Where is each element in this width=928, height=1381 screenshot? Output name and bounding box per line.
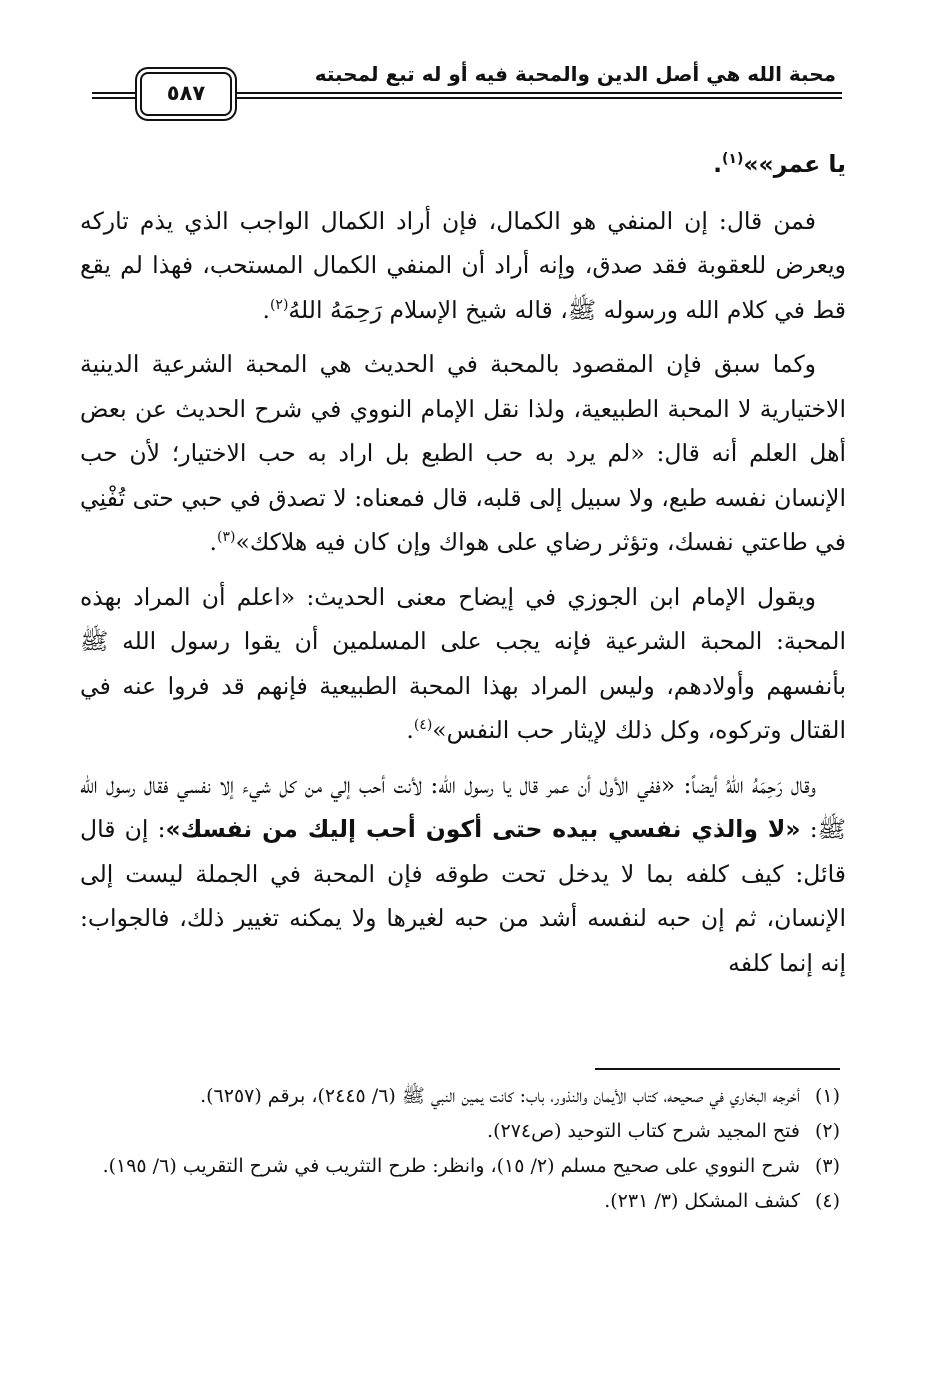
footnote-3 [88, 1150, 840, 1183]
footnote-2 [88, 1115, 840, 1148]
footnote-number: (٢) [814, 1120, 840, 1142]
page-number: ٥٨٧ [166, 81, 206, 105]
paragraph-1 [80, 199, 846, 333]
footnote-separator [595, 1068, 840, 1070]
paragraph-4-text-a: وقال رَحِمَهُ اللهُ أيضاً: «ففي الأول أن عمر قال يا رسول الله: لأنت أحب إلي من كل شيء إلا نفسي فقال رسول الله ﷺ: [80, 770, 846, 843]
footnotes [88, 1080, 840, 1220]
page-number-frame [140, 72, 232, 116]
paragraph-2-tail: . [209, 528, 217, 556]
footnote-ref-4: (٤) [413, 717, 433, 734]
footnote-ref-3: (٣) [217, 529, 236, 546]
paragraph-4-text-b: : إن قال قائل: كيف كلفه بما لا يدخل تحت طوقه فإن المحبة في الجملة ليست إلى الإنسان، ثم إن حبه لنفسه أشد من حبه لغيرها ولا يمكنه تغيير ذلك، فالجواب: إنه إنما كلفه [80, 815, 846, 977]
footnote-ref-2: (٢) [269, 296, 289, 313]
footnote-number: (١) [814, 1085, 840, 1107]
paragraph-1-text: فمن قال: إن المنفي هو الكمال، فإن أراد الكمال الواجب الذي يذم تاركه ويعرض للعقوبة فقد صدق، وإنه أراد أن المنفي الكمال المستحب، فهذا لم يقع قط في كلام الله ورسوله ﷺ، قاله شيخ الإسلام رَحِمَهُ اللهُ [80, 206, 846, 324]
paragraph-3-text: ويقول الإمام ابن الجوزي في إيضاح معنى الحديث: «اعلم أن المراد بهذه المحبة: المحبة الشرعية فإنه يجب على المسلمين أن يقوا رسول الله ﷺ بأنفسهم وأولادهم، وليس المراد بهذا المحبة الطبيعية فإنهم قد فروا عنه في القتال وتركوه، وكل ذلك لإيثار حب النفس» [80, 582, 846, 744]
footnote-text: فتح المجيد شرح كتاب التوحيد (ص٢٧٤). [487, 1120, 800, 1142]
footnote-text: شرح النووي على صحيح مسلم (٢/ ١٥)، وانظر: طرح التثريب في شرح التقريب (٦/ ١٩٥). [102, 1155, 800, 1177]
footnote-1 [88, 1080, 840, 1113]
footnote-4 [88, 1185, 840, 1218]
paragraph-0 [80, 142, 846, 187]
paragraph-3 [80, 575, 846, 753]
paragraph-1-tail: . [262, 295, 270, 324]
footnote-text: أخرجه البخاري في صحيحه، كتاب الأيمان والنذور، باب: كانت يمين النبي ﷺ (٦/ ٢٤٤٥)، برقم (٦٢٥٧). [200, 1085, 800, 1107]
footnote-number: (٣) [814, 1155, 840, 1177]
paragraph-2-text: وكما سبق فإن المقصود بالمحبة في الحديث هي المحبة الشرعية الدينية الاختيارية لا المحبة الطبيعية، ولذا نقل الإمام النووي في شرح الحديث عن بعض أهل العلم أنه قال: «لم يرد به حب الطبع بل اراد به حب الاختيار؛ لأن حب الإنسان نفسه طبع، ولا سبيل إلى قلبه، قال فمعناه: لا تصدق في حبي حتى تُفْنِي في طاعتي نفسك، وتؤثر رضاي على هواك وإن كان فيه هلاكك» [80, 350, 846, 556]
hadith-quote: «لا والذي نفسي بيده حتى أكون أحب إليك من نفسك» [165, 815, 801, 843]
paragraph-0-text: يا عمر»» [743, 150, 846, 178]
paragraph-3-tail: . [406, 716, 414, 744]
running-title: محبة الله هي أصل الدين والمحبة فيه أو له تبع لمحبته [314, 62, 836, 86]
main-text [80, 142, 846, 995]
footnote-number: (٤) [814, 1190, 840, 1212]
paragraph-0-tail: . [713, 150, 723, 178]
paragraph-4 [80, 763, 846, 986]
footnote-ref-1: (١) [722, 151, 744, 168]
page-header [0, 0, 928, 140]
footnote-text: كشف المشكل (٣/ ٢٣١). [604, 1190, 800, 1212]
paragraph-2 [80, 342, 846, 565]
